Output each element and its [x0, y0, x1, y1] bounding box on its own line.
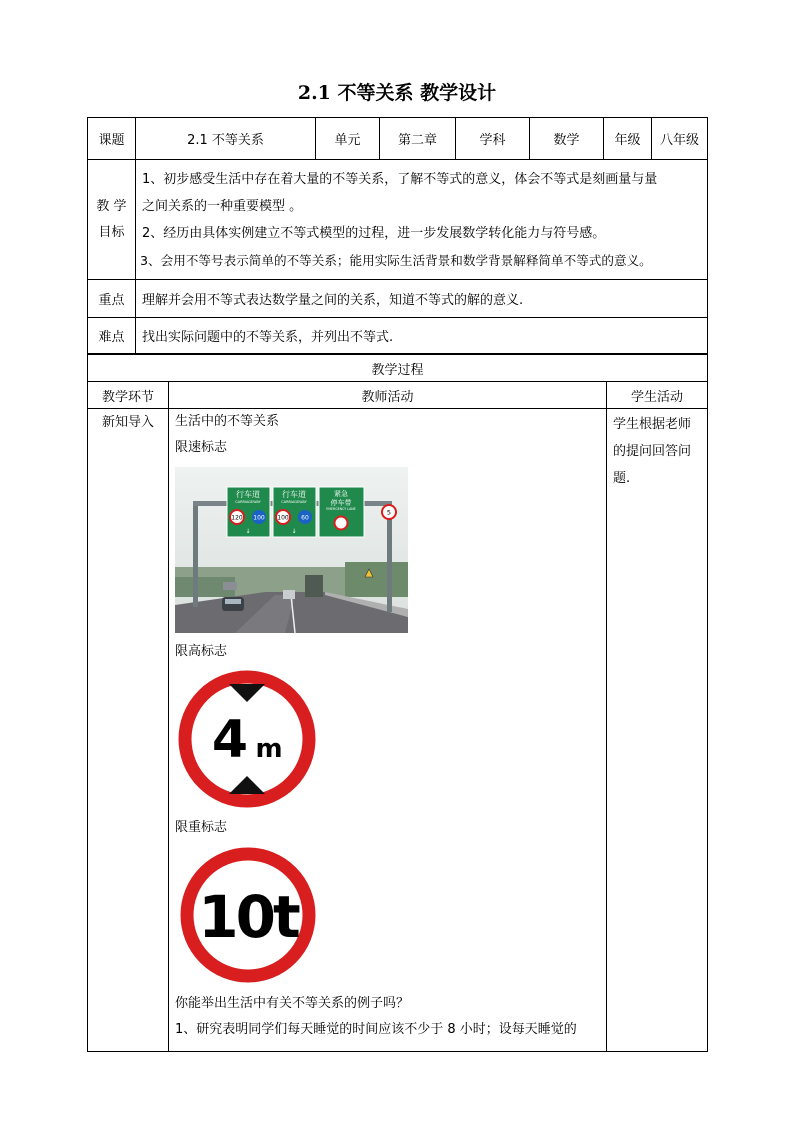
process-table	[87, 354, 708, 1052]
process-title: 教学过程	[88, 355, 708, 382]
board2-limit-a: 100	[277, 514, 289, 522]
objective-line: 3、会用不等号表示简单的不等关系；能用实际生活背景和数学背景解释简单不等式的意义。	[140, 252, 652, 268]
teacher-question: 你能举出生活中有关不等关系的例子吗？	[175, 996, 410, 1011]
small-speed-sign: 5	[386, 508, 392, 517]
svg-text:↓: ↓	[245, 528, 251, 535]
height-limit-sign-icon	[177, 669, 317, 809]
weight-sign-label: 限重标志	[175, 820, 228, 835]
student-line: 学生根据老师	[613, 417, 692, 432]
subject-label: 学科	[456, 118, 530, 160]
board1-en: CARRIAGEWAY	[235, 500, 261, 504]
key-point-label: 重点	[88, 280, 136, 318]
board1-limit-a: 120	[231, 514, 243, 522]
board3-title: 紧急	[334, 490, 348, 498]
board2-en: CARRIAGEWAY	[281, 500, 307, 504]
board3-en: EMERGENCY LANE	[326, 507, 356, 511]
weight-limit-display	[198, 883, 300, 951]
unit-value: 第二章	[380, 118, 456, 160]
stage-text: 新知导入	[101, 415, 154, 430]
course-value: 2.1 不等关系	[136, 118, 316, 160]
board1-limit-b: 100	[253, 514, 265, 522]
objectives-label-line2: 目标	[98, 224, 125, 240]
teacher-example-1: 1、研究表明同学们每天睡觉的时间应该不少于 8 小时；设每天睡觉的	[175, 1022, 577, 1037]
height-limit-unit: m	[255, 734, 283, 764]
speed-sign-label: 限速标志	[175, 440, 228, 455]
board2-limit-b: 60	[301, 514, 309, 522]
board2-title: 行车道	[282, 490, 306, 499]
grade-value: 八年级	[652, 118, 708, 160]
teacher-cell	[169, 409, 607, 1052]
student-line: 题.	[613, 471, 631, 486]
objective-line: 之间关系的一种重要模型 。	[142, 198, 303, 214]
objectives-label-line1: 教 学	[96, 198, 127, 214]
weight-limit-sign-icon	[173, 845, 323, 985]
subject-value: 数学	[530, 118, 604, 160]
weight-limit-unit: t	[272, 883, 298, 951]
objectives-content	[136, 160, 708, 280]
height-limit-value: 4	[211, 710, 249, 770]
difficult-text: 找出实际问题中的不等关系，并列出不等式.	[136, 318, 708, 354]
page-title: 2.1 不等关系 教学设计	[297, 82, 497, 104]
teacher-heading: 生活中的不等关系	[175, 414, 280, 429]
objective-line: 1、初步感受生活中存在着大量的不等关系，了解不等式的意义，体会不等式是刻画量与量	[142, 171, 658, 187]
objective-line: 2、经历由具体实例建立不等式模型的过程，进一步发展数学转化能力与符号感。	[142, 225, 606, 241]
key-point-text: 理解并会用不等式表达数学量之间的关系，知道不等式的解的意义.	[136, 280, 708, 318]
grade-label: 年级	[604, 118, 652, 160]
height-sign-label: 限高标志	[175, 644, 228, 659]
col-teacher: 教师活动	[169, 382, 607, 409]
student-line: 的提问回答问	[613, 444, 692, 459]
board1-title: 行车道	[236, 490, 260, 499]
stage-cell	[88, 409, 169, 1052]
course-label: 课题	[88, 118, 136, 160]
objectives-label	[88, 160, 136, 280]
col-stage: 教学环节	[88, 382, 169, 409]
highway-speed-sign-photo	[175, 467, 408, 633]
unit-label: 单元	[316, 118, 380, 160]
board3-mid: 停车带	[330, 499, 352, 507]
weight-limit-value: 10	[198, 883, 273, 951]
svg-text:↓: ↓	[291, 528, 297, 535]
difficult-label: 难点	[88, 318, 136, 354]
student-cell	[607, 409, 708, 1052]
info-table	[87, 117, 708, 354]
col-student: 学生活动	[607, 382, 708, 409]
